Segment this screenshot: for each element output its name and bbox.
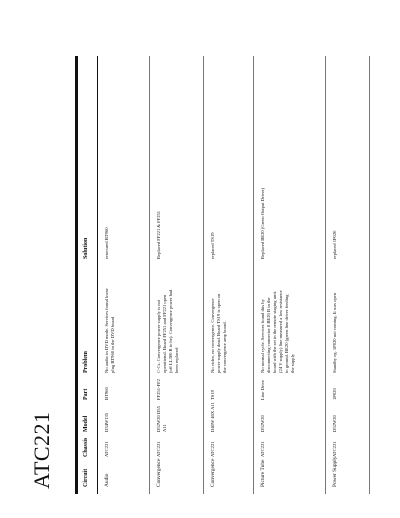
header-chassis: Chassis [83,437,89,457]
row-separator [369,56,370,494]
cell-problem: Standby eg. 1P020 not coming. It was open [332,292,337,373]
cell-part: TS19 [210,390,215,400]
table-row [326,56,370,494]
cell-chassis: ATC221 [156,441,161,457]
cell-chassis: ATC221 [260,441,265,457]
cell-chassis: ATC221 [332,441,337,457]
cell-model: D40W 40X A11 [210,402,215,432]
cell-solution: replaced 1P020 [332,230,337,259]
cell-model: D52W20 [260,415,265,432]
header-top-rule [75,56,78,494]
cell-problem: No normal cycle. Services found this by disconnecting connector 8 BE20 B in the board with the set in the remote staging unit. (24 V supply) line measured a low resistance to ground. BE20 (green line driver feeding the supply [260,290,295,373]
cell-part: Line Drive [260,379,265,400]
cell-circuit: Picture Tube [260,459,266,487]
document-title: ATC221 [29,411,54,489]
cell-circuit: Power Supply [332,456,338,487]
cell-problem: C-Cs. Convergence power supply is not operational. Board FF251 and FF221 open (off LL300 R to be). Convergence power had been replaced [156,289,179,373]
header-circuit: Circuit [83,468,89,487]
table-row [150,56,204,494]
cell-part: FF251-FF2 [156,379,161,400]
table-row [204,56,254,494]
cell-chassis: ATC221 [210,441,215,457]
cell-circuit: Audio [104,473,110,487]
cell-model: D52W20 D55 A11 [156,406,167,432]
cell-model: D52W20 [332,415,337,432]
table-row [98,56,150,494]
table-row [254,56,326,494]
cell-chassis: ATC221 [104,441,109,457]
cell-circuit: Convergence [156,458,162,487]
cell-solution: Replaced BE20 (Green Output Driver) [260,187,265,259]
cell-problem: No audio in DVD mode. Services found loose plug BT960 in the DVD board [104,288,115,373]
header-problem: Problem [83,351,89,373]
cell-model: D34W135 [104,412,109,432]
cell-solution: replaced TS19 [210,232,215,259]
cell-circuit: Convergence [210,458,216,487]
cell-part: BT960 [104,387,109,400]
header-model: Model [83,415,89,432]
cell-solution: resecured BT960 [104,227,109,259]
header-solution: Solution [83,237,89,259]
cell-part: 1P020 [332,388,337,400]
cell-solution: Replaced FF221 & FF251 [156,210,161,259]
cell-problem: No video, no convergence. Convergence power supply dead. Board TS19 is open on the convergence amp board. [210,293,227,373]
header-part: Part [83,388,89,400]
